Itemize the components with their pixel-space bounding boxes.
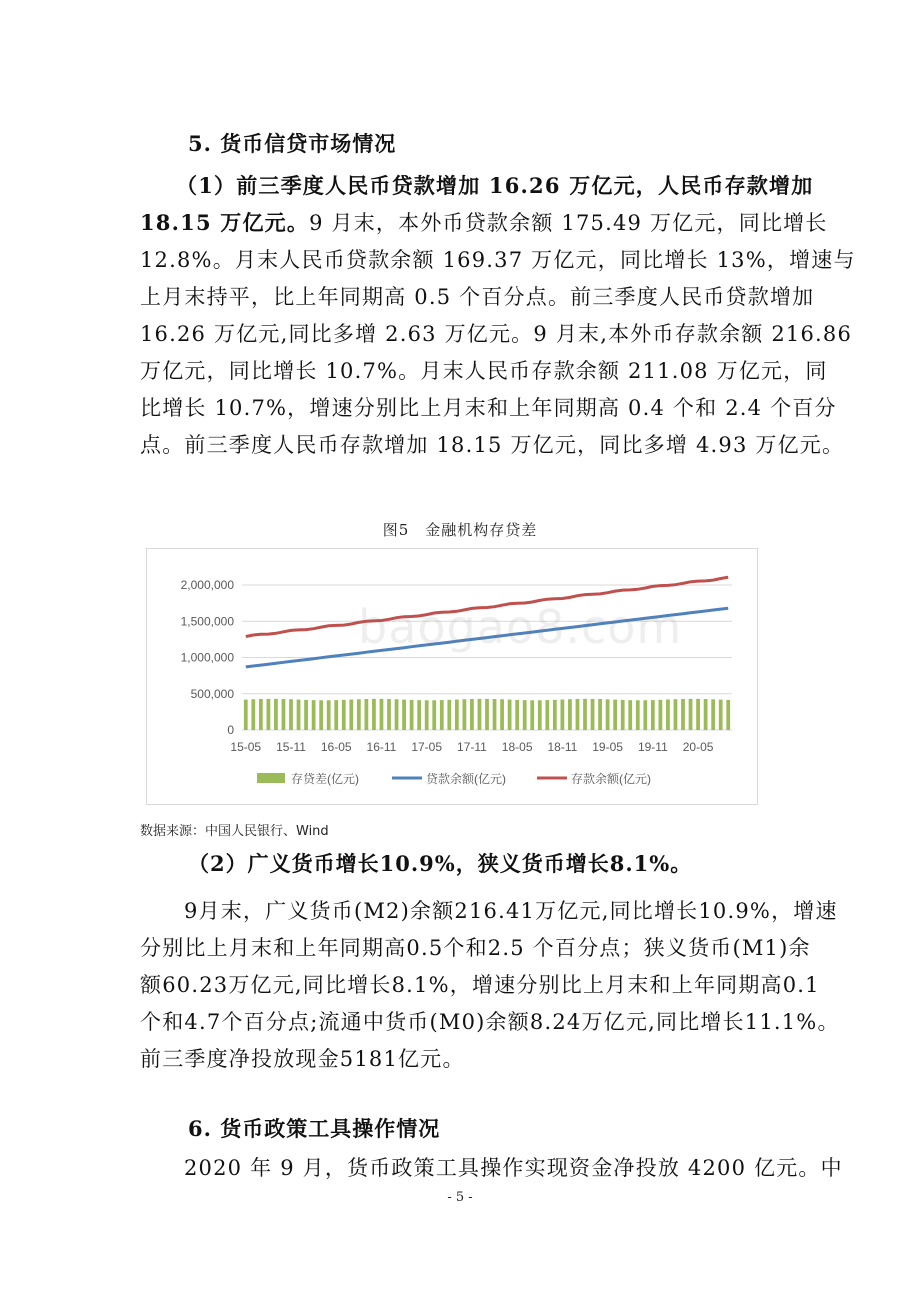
text-line: 12.8%。月末人民币贷款余额 169.37 万亿元，同比增长 13%，增速与	[140, 248, 856, 272]
x-tick-label: 15-11	[276, 740, 306, 754]
gap-bar	[598, 699, 602, 730]
gap-bar	[659, 700, 663, 730]
text-line	[140, 204, 828, 242]
gap-bar	[334, 700, 338, 730]
gap-bar	[470, 699, 474, 730]
gap-bar	[349, 700, 353, 730]
paragraph-2-body	[140, 893, 840, 1078]
gap-bar	[553, 700, 557, 730]
legend-label: 贷款余额(亿元)	[426, 772, 506, 786]
chart-svg	[147, 549, 757, 804]
gap-bar	[726, 700, 730, 730]
gap-bar	[538, 700, 542, 730]
text-line: 16.26 万亿元,同比多增 2.63 万亿元。9 月末,本外币存款余额 216.86	[140, 322, 853, 346]
gap-bar	[621, 700, 625, 730]
gap-bar	[606, 699, 610, 730]
x-tick-label: 17-11	[457, 740, 487, 754]
gap-bar	[719, 700, 723, 730]
x-tick-label: 18-11	[547, 740, 578, 754]
gap-bar	[666, 700, 670, 730]
gap-bar	[591, 699, 595, 730]
x-tick-label: 20-05	[682, 740, 714, 754]
gap-bar	[508, 700, 512, 730]
gap-bar	[342, 700, 346, 730]
gap-bar	[274, 699, 278, 730]
legend-label: 存贷差(亿元)	[291, 772, 359, 786]
gap-bar	[372, 699, 376, 730]
text-span: 9 月末，本外币贷款余额 175.49 万亿元，同比增长	[309, 211, 828, 235]
text-line: 额60.23万亿元,同比增长8.1%，增速分别比上月末和上年同期高0.1	[140, 973, 820, 997]
gap-bar	[576, 699, 580, 730]
bold-span: 18.15 万亿元。	[140, 210, 310, 235]
legend-swatch	[257, 773, 285, 783]
gap-bar	[493, 699, 497, 730]
gap-bar	[455, 700, 459, 730]
y-tick-label: 1,500,000	[180, 614, 234, 629]
gap-bar	[267, 699, 271, 730]
x-tick-label: 16-11	[366, 740, 397, 754]
chart-container	[146, 548, 758, 805]
gap-bar	[651, 700, 655, 730]
gap-bar	[417, 700, 421, 730]
x-tick-label: 17-05	[411, 740, 443, 754]
page-number: - 5 -	[447, 1190, 473, 1205]
gap-bar	[410, 700, 414, 730]
gap-bar	[545, 700, 549, 730]
y-tick-label: 0	[227, 723, 234, 737]
gap-bar	[674, 699, 678, 730]
gap-bar	[447, 700, 451, 730]
gap-bar	[357, 699, 361, 730]
text-line: 上月末持平，比上年同期高 0.5 个百分点。前三季度人民币贷款增加	[140, 285, 815, 309]
x-tick-label: 19-05	[592, 740, 623, 754]
gap-bar	[289, 699, 293, 730]
gap-bar	[297, 700, 301, 730]
subheading-2: （2）广义货币增长10.9%，狭义货币增长8.1%。	[188, 851, 693, 876]
gap-bar	[402, 700, 406, 730]
section-5-heading: 5. 货币信贷市场情况	[188, 131, 397, 156]
x-tick-label: 19-11	[637, 740, 668, 754]
paragraph-1-line-1	[140, 167, 814, 204]
gap-bar	[327, 700, 331, 730]
gap-bar	[689, 699, 693, 730]
text-line: 万亿元，同比增长 10.7%。月末人民币存款余额 211.08 万亿元，同	[140, 359, 828, 383]
gap-bar	[643, 700, 647, 730]
x-tick-label: 16-05	[320, 740, 352, 754]
paragraph-3-body	[140, 1150, 843, 1187]
gap-bar	[583, 699, 587, 730]
text-line: 个和4.7个百分点;流通中货币(M0)余额8.24万亿元,同比增长11.1%。	[140, 1010, 840, 1034]
text-line: 前三季度净投放现金5181亿元。	[140, 1047, 465, 1071]
text-line: 分别比上月末和上年同期高0.5个和2.5 个百分点；狭义货币(M1)余	[140, 936, 811, 960]
gap-bar	[425, 700, 429, 730]
gap-bar	[568, 699, 572, 730]
gap-bar	[365, 699, 369, 730]
gap-bar	[282, 699, 286, 730]
watermark: baogao8.com	[358, 600, 683, 654]
text-line: （1）前三季度人民币贷款增加 16.26 万亿元，人民币存款增加	[176, 173, 814, 198]
gap-bar	[681, 699, 685, 730]
y-tick-label: 500,000	[190, 686, 234, 701]
data-source: 数据来源：中国人民银行、Wind	[140, 824, 329, 839]
gap-bar	[440, 700, 444, 730]
y-tick-label: 2,000,000	[180, 578, 234, 592]
gap-bar	[463, 699, 467, 730]
gap-bar	[304, 700, 308, 730]
gap-bar	[704, 699, 708, 730]
gap-bar	[244, 700, 248, 730]
text-line: 点。前三季度人民币存款增加 18.15 万亿元，同比多增 4.93 万亿元。	[140, 433, 845, 457]
gap-bar	[523, 700, 527, 730]
gap-bar	[380, 699, 384, 730]
gap-bar	[636, 700, 640, 730]
gap-bar	[432, 700, 436, 730]
gap-bar	[500, 699, 504, 730]
x-tick-label: 15-05	[230, 740, 262, 754]
gap-bar	[628, 700, 632, 730]
gap-bar	[251, 699, 255, 730]
section-6-heading: 6. 货币政策工具操作情况	[188, 1116, 441, 1141]
gap-bar	[259, 699, 263, 730]
gap-bar	[478, 699, 482, 730]
gap-bar	[515, 700, 519, 730]
text-line: 9月末，广义货币(M2)余额216.41万亿元,同比增长10.9%，增速	[184, 899, 838, 923]
x-tick-label: 18-05	[501, 740, 533, 754]
gap-bar	[319, 700, 323, 730]
gap-bar	[312, 700, 316, 730]
gap-bar	[711, 699, 715, 730]
gap-bar	[696, 699, 700, 730]
gap-bar	[395, 699, 399, 730]
gap-bar	[561, 700, 565, 730]
gap-bar	[485, 699, 489, 730]
legend-label: 存款余额(亿元)	[571, 772, 651, 786]
gap-bar	[613, 700, 617, 730]
y-tick-label: 1,000,000	[180, 650, 234, 665]
gap-bar	[387, 699, 391, 730]
text-line: 比增长 10.7%，增速分别比上月末和上年同期高 0.4 个和 2.4 个百分	[140, 396, 837, 420]
gap-bar	[530, 700, 534, 730]
text-line: 2020 年 9 月，货币政策工具操作实现资金净投放 4200 亿元。中	[184, 1156, 843, 1180]
figure-caption: 图5 金融机构存贷差	[382, 521, 538, 539]
paragraph-1-body	[140, 204, 856, 464]
